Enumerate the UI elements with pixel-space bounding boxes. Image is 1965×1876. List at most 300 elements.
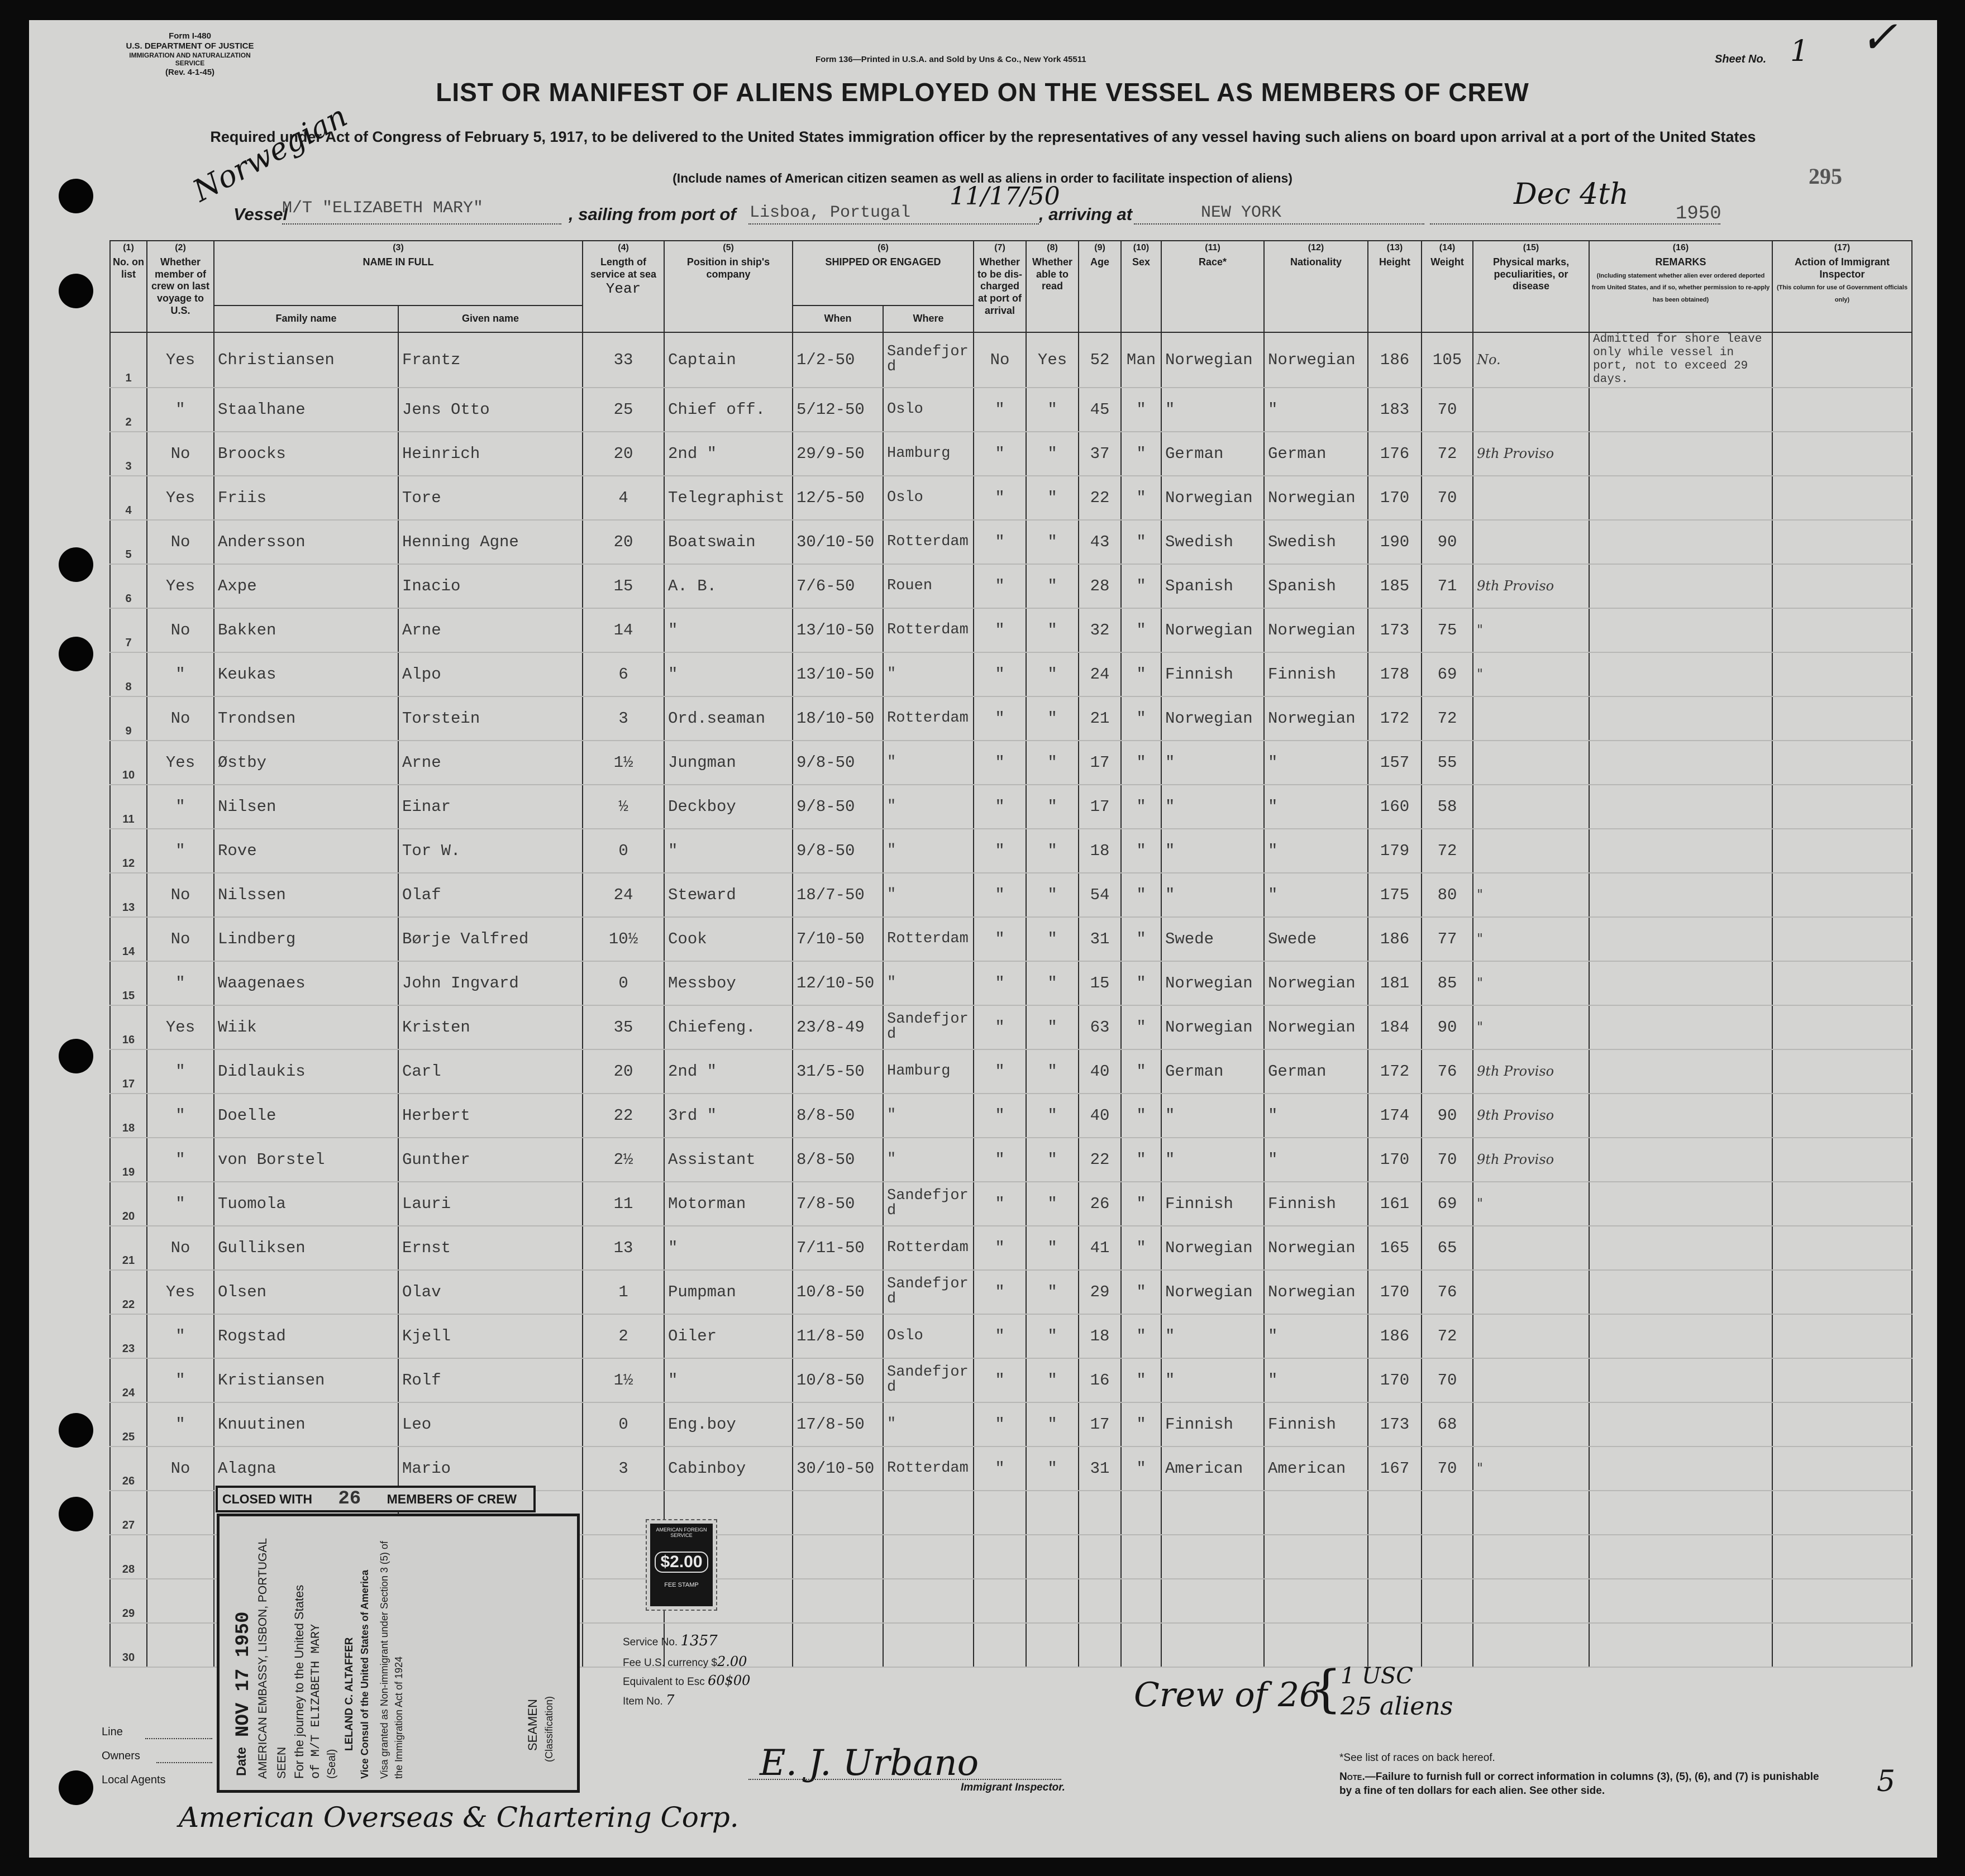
cell-no: 26 xyxy=(110,1447,147,1491)
cell-age: 18 xyxy=(1079,1314,1121,1358)
dotted-line xyxy=(145,1738,212,1739)
cell-service: 0 xyxy=(583,829,664,873)
cell-age xyxy=(1079,1623,1121,1667)
cell-action xyxy=(1772,1491,1912,1535)
cell-height: 186 xyxy=(1368,917,1422,961)
cell-no: 27 xyxy=(110,1491,147,1535)
cell-when: 12/10-50 xyxy=(793,961,883,1005)
table-row xyxy=(110,476,1912,520)
cell-action xyxy=(1772,1049,1912,1094)
cell-given: Gunther xyxy=(398,1138,583,1182)
cell-nat xyxy=(1264,1491,1368,1535)
cell-age: 28 xyxy=(1079,564,1121,608)
cell-sex: " xyxy=(1121,1402,1161,1447)
cell-last: Yes xyxy=(147,476,214,520)
cell-given: Inacio xyxy=(398,564,583,608)
cell-action xyxy=(1772,388,1912,432)
cell-remarks xyxy=(1589,1447,1772,1491)
cell-race: Norwegian xyxy=(1161,608,1264,652)
table-row xyxy=(110,917,1912,961)
cell-position: Messboy xyxy=(664,961,793,1005)
cell-age: 31 xyxy=(1079,917,1121,961)
cell-when xyxy=(793,1579,883,1623)
cell-marks xyxy=(1473,476,1589,520)
cell-remarks xyxy=(1589,741,1772,785)
cell-race: American xyxy=(1161,1447,1264,1491)
cell-nat: Spanish xyxy=(1264,564,1368,608)
cell-last: No xyxy=(147,520,214,564)
cell-weight: 90 xyxy=(1422,1094,1473,1138)
cell-position: Cabinboy xyxy=(664,1447,793,1491)
cell-given: Einar xyxy=(398,785,583,829)
cell-nat: " xyxy=(1264,1358,1368,1402)
cell-last: " xyxy=(147,785,214,829)
cell-age: 41 xyxy=(1079,1226,1121,1270)
cell-read: " xyxy=(1026,476,1079,520)
cell-read: " xyxy=(1026,1138,1079,1182)
cell-read xyxy=(1026,1623,1079,1667)
cell-given: Ernst xyxy=(398,1226,583,1270)
cell-race xyxy=(1161,1623,1264,1667)
cell-disch: " xyxy=(974,388,1026,432)
cell-remarks xyxy=(1589,1182,1772,1226)
cell-disch: " xyxy=(974,829,1026,873)
table-row xyxy=(110,1314,1912,1358)
cell-family: Nilsen xyxy=(214,785,398,829)
cell-read: " xyxy=(1026,1226,1079,1270)
cell-read: " xyxy=(1026,873,1079,917)
cell-race: Norwegian xyxy=(1161,961,1264,1005)
cell-age: 45 xyxy=(1079,388,1121,432)
cell-position: Boatswain xyxy=(664,520,793,564)
cell-where: Rouen xyxy=(883,564,974,608)
cell-height: 170 xyxy=(1368,1270,1422,1314)
cell-service: 15 xyxy=(583,564,664,608)
cell-no: 9 xyxy=(110,696,147,741)
cell-race xyxy=(1161,1535,1264,1579)
cell-no: 11 xyxy=(110,785,147,829)
printer-line: Form 136—Printed in U.S.A. and Sold by Uns & Co., New York 45511 xyxy=(815,55,1086,64)
cell-where xyxy=(883,1623,974,1667)
cell-service: 3 xyxy=(583,1447,664,1491)
cell-last xyxy=(147,1491,214,1535)
cell-when: 12/5-50 xyxy=(793,476,883,520)
cell-remarks xyxy=(1589,785,1772,829)
cell-remarks xyxy=(1589,1579,1772,1623)
punch-hole xyxy=(59,1039,93,1073)
cell-position: Cook xyxy=(664,917,793,961)
table-row xyxy=(110,785,1912,829)
cell-remarks xyxy=(1589,961,1772,1005)
cell-marks xyxy=(1473,1402,1589,1447)
brace: { xyxy=(1310,1660,1342,1719)
cell-service: 3 xyxy=(583,696,664,741)
cell-no: 15 xyxy=(110,961,147,1005)
cell-when: 1/2-50 xyxy=(793,332,883,388)
cell-when: 7/8-50 xyxy=(793,1182,883,1226)
cell-weight: 72 xyxy=(1422,1314,1473,1358)
cell-weight: 58 xyxy=(1422,785,1473,829)
col-header-position: (5) Position in ship's company xyxy=(664,241,793,332)
cell-action xyxy=(1772,1005,1912,1049)
table-row xyxy=(110,652,1912,696)
cell-weight: 90 xyxy=(1422,520,1473,564)
cell-disch: " xyxy=(974,1314,1026,1358)
cell-no: 18 xyxy=(110,1094,147,1138)
cell-no: 28 xyxy=(110,1535,147,1579)
cell-last: " xyxy=(147,961,214,1005)
cell-service: 0 xyxy=(583,961,664,1005)
cell-action xyxy=(1772,1226,1912,1270)
cell-race: " xyxy=(1161,1314,1264,1358)
footer-line-label: Line xyxy=(102,1726,123,1738)
cell-height: 186 xyxy=(1368,1314,1422,1358)
table-row xyxy=(110,873,1912,917)
cell-where: Rotterdam xyxy=(883,520,974,564)
cell-when: 17/8-50 xyxy=(793,1402,883,1447)
cell-given: Henning Agne xyxy=(398,520,583,564)
cell-last: " xyxy=(147,1402,214,1447)
cell-remarks xyxy=(1589,1270,1772,1314)
cell-marks xyxy=(1473,1579,1589,1623)
cell-service: 14 xyxy=(583,608,664,652)
cell-age: 15 xyxy=(1079,961,1121,1005)
cell-sex: " xyxy=(1121,1094,1161,1138)
members-label: MEMBERS OF CREW xyxy=(387,1492,517,1506)
port-to: NEW YORK xyxy=(1201,203,1282,222)
table-row xyxy=(110,332,1912,388)
cell-race: Norwegian xyxy=(1161,696,1264,741)
cell-weight: 77 xyxy=(1422,917,1473,961)
sailing-label: , sailing from port of xyxy=(569,204,736,224)
cell-when: 7/10-50 xyxy=(793,917,883,961)
cell-remarks xyxy=(1589,432,1772,476)
cell-weight: 65 xyxy=(1422,1226,1473,1270)
cell-action xyxy=(1772,873,1912,917)
cell-disch: " xyxy=(974,476,1026,520)
cell-no: 12 xyxy=(110,829,147,873)
cell-height: 160 xyxy=(1368,785,1422,829)
cell-no: 5 xyxy=(110,520,147,564)
cell-when: 9/8-50 xyxy=(793,741,883,785)
col-header-last-voyage: (2) Whether member of crew on last voyage to U.S. xyxy=(147,241,214,332)
cell-height: 183 xyxy=(1368,388,1422,432)
vessel-name: M/T "ELIZABETH MARY" xyxy=(282,199,484,218)
cell-sex: " xyxy=(1121,1270,1161,1314)
cell-where xyxy=(883,1491,974,1535)
cell-weight xyxy=(1422,1623,1473,1667)
cell-family: Doelle xyxy=(214,1094,398,1138)
cell-when: 31/5-50 xyxy=(793,1049,883,1094)
stamp-officer: LELAND C. ALTAFFER xyxy=(344,1637,355,1751)
cell-race: Norwegian xyxy=(1161,1270,1264,1314)
cell-where: " xyxy=(883,1094,974,1138)
cell-no: 8 xyxy=(110,652,147,696)
cell-disch: " xyxy=(974,1270,1026,1314)
cell-age: 54 xyxy=(1079,873,1121,917)
cell-when: 8/8-50 xyxy=(793,1094,883,1138)
cell-marks xyxy=(1473,1270,1589,1314)
cell-no: 13 xyxy=(110,873,147,917)
cell-where: Rotterdam xyxy=(883,1226,974,1270)
cell-read: " xyxy=(1026,1402,1079,1447)
cell-weight: 72 xyxy=(1422,432,1473,476)
stamp-seal: (Seal) xyxy=(326,1749,338,1779)
cell-given: Carl xyxy=(398,1049,583,1094)
stamp-officer-title: Vice Consul of the United States of America xyxy=(359,1569,370,1779)
cell-sex xyxy=(1121,1535,1161,1579)
cell-action xyxy=(1772,1182,1912,1226)
cell-race: " xyxy=(1161,785,1264,829)
cell-marks xyxy=(1473,1226,1589,1270)
cell-position: Eng.boy xyxy=(664,1402,793,1447)
cell-last: " xyxy=(147,1182,214,1226)
cell-remarks xyxy=(1589,1005,1772,1049)
cell-where: Sandefjord xyxy=(883,1005,974,1049)
dotted-line xyxy=(748,1779,1061,1780)
cell-age: 22 xyxy=(1079,476,1121,520)
cell-sex: " xyxy=(1121,696,1161,741)
cell-sex: " xyxy=(1121,873,1161,917)
cell-service: 24 xyxy=(583,873,664,917)
crew-total-note: Crew of 26 xyxy=(1134,1675,1321,1715)
cell-position: Jungman xyxy=(664,741,793,785)
races-note: *See list of races on back hereof. xyxy=(1339,1752,1495,1764)
cell-no: 29 xyxy=(110,1579,147,1623)
cell-when: 9/8-50 xyxy=(793,829,883,873)
cell-sex: " xyxy=(1121,388,1161,432)
cell-nat: " xyxy=(1264,829,1368,873)
cell-no: 16 xyxy=(110,1005,147,1049)
table-row xyxy=(110,608,1912,652)
stamp-visa: Visa granted as Non-immigrant under Section 3 (5) of the Immigration Act of 1924 xyxy=(379,1541,405,1779)
cell-where: " xyxy=(883,1138,974,1182)
cell-sex: " xyxy=(1121,1138,1161,1182)
stamp-embassy: AMERICAN EMBASSY, LISBON, PORTUGAL xyxy=(256,1538,269,1779)
cell-disch: " xyxy=(974,1358,1026,1402)
cell-last: " xyxy=(147,1314,214,1358)
cell-no: 3 xyxy=(110,432,147,476)
cell-race: Finnish xyxy=(1161,1182,1264,1226)
cell-age: 29 xyxy=(1079,1270,1121,1314)
cell-read: " xyxy=(1026,520,1079,564)
cell-read: " xyxy=(1026,1270,1079,1314)
cell-read: " xyxy=(1026,741,1079,785)
cell-nat: German xyxy=(1264,1049,1368,1094)
local-agent-name: American Overseas & Chartering Corp. xyxy=(179,1801,739,1834)
cell-remarks xyxy=(1589,652,1772,696)
cell-race: Finnish xyxy=(1161,652,1264,696)
cell-service: 10½ xyxy=(583,917,664,961)
cell-sex: " xyxy=(1121,564,1161,608)
cell-disch: No xyxy=(974,332,1026,388)
cell-sex: " xyxy=(1121,1005,1161,1049)
cell-weight: 76 xyxy=(1422,1270,1473,1314)
cell-nat: " xyxy=(1264,785,1368,829)
cell-weight: 71 xyxy=(1422,564,1473,608)
cell-remarks xyxy=(1589,873,1772,917)
cell-service: 11 xyxy=(583,1182,664,1226)
cell-age: 21 xyxy=(1079,696,1121,741)
cell-when xyxy=(793,1535,883,1579)
cell-height: 157 xyxy=(1368,741,1422,785)
col-header-sex: (10) Sex xyxy=(1121,241,1161,332)
cell-read: " xyxy=(1026,1358,1079,1402)
cell-sex: " xyxy=(1121,785,1161,829)
cell-race: " xyxy=(1161,388,1264,432)
cell-disch xyxy=(974,1623,1026,1667)
table-row xyxy=(110,829,1912,873)
include-note: (Include names of American citizen seamen as well as aliens in order to facilitate inspection of aliens) xyxy=(673,171,1292,185)
cell-nat: Swedish xyxy=(1264,520,1368,564)
cell-height xyxy=(1368,1579,1422,1623)
sheet-label: Sheet No. xyxy=(1715,53,1767,65)
cell-given: Frantz xyxy=(398,332,583,388)
cell-weight: 55 xyxy=(1422,741,1473,785)
cell-last: " xyxy=(147,1358,214,1402)
cell-nat: Finnish xyxy=(1264,1402,1368,1447)
cell-disch: " xyxy=(974,1094,1026,1138)
cell-when xyxy=(793,1491,883,1535)
crew-rows xyxy=(110,332,1912,1667)
cell-position: " xyxy=(664,1226,793,1270)
cell-given: Olav xyxy=(398,1270,583,1314)
cell-marks: " xyxy=(1473,873,1589,917)
col-header-where: Where xyxy=(883,305,974,332)
cell-marks: 9th Proviso xyxy=(1473,1138,1589,1182)
cell-read: " xyxy=(1026,1182,1079,1226)
fee-stamp-amount: $2.00 xyxy=(655,1552,708,1573)
cell-position: A. B. xyxy=(664,564,793,608)
cell-read: " xyxy=(1026,608,1079,652)
cell-last: Yes xyxy=(147,1005,214,1049)
cell-action xyxy=(1772,1623,1912,1667)
cell-height: 190 xyxy=(1368,520,1422,564)
cell-where: Sandefjord xyxy=(883,1358,974,1402)
cell-sex xyxy=(1121,1579,1161,1623)
subtitle: Required under Act of Congress of February 5, 1917, to be delivered to the United States immigration officer by the representatives of any vessel having such aliens on board upon arrival at a port of the United States xyxy=(210,128,1756,145)
cell-action xyxy=(1772,1402,1912,1447)
col-header-read: (8) Whether able to read xyxy=(1026,241,1079,332)
cell-position: Ord.seaman xyxy=(664,696,793,741)
cell-sex: " xyxy=(1121,1447,1161,1491)
cell-remarks xyxy=(1589,1402,1772,1447)
sail-date: 11/17/50 xyxy=(950,182,1060,211)
cell-action xyxy=(1772,476,1912,520)
cell-no: 4 xyxy=(110,476,147,520)
cell-nat: Norwegian xyxy=(1264,696,1368,741)
cell-position: Motorman xyxy=(664,1182,793,1226)
cell-action xyxy=(1772,741,1912,785)
cell-height: 181 xyxy=(1368,961,1422,1005)
cell-weight: 85 xyxy=(1422,961,1473,1005)
cell-where xyxy=(883,1535,974,1579)
cell-position: Telegraphist xyxy=(664,476,793,520)
crew-usc: 1 USC xyxy=(1341,1663,1413,1689)
cell-family: Nilssen xyxy=(214,873,398,917)
fee-stamp xyxy=(647,1520,716,1610)
cell-age: 17 xyxy=(1079,741,1121,785)
cell-read: " xyxy=(1026,696,1079,741)
cell-remarks xyxy=(1589,1226,1772,1270)
cell-race: Swede xyxy=(1161,917,1264,961)
cell-where: " xyxy=(883,652,974,696)
cell-race: " xyxy=(1161,829,1264,873)
cell-race: Swedish xyxy=(1161,520,1264,564)
cell-remarks xyxy=(1589,696,1772,741)
col-header-action: (17) Action of Immigrant Inspector (This column for use of Government officials only) xyxy=(1772,241,1912,332)
cell-family: Kristiansen xyxy=(214,1358,398,1402)
cell-disch: " xyxy=(974,432,1026,476)
cell-weight: 75 xyxy=(1422,608,1473,652)
cell-no: 20 xyxy=(110,1182,147,1226)
cell-when: 8/8-50 xyxy=(793,1138,883,1182)
cell-race: Norwegian xyxy=(1161,476,1264,520)
cell-remarks: Admitted for shore leave only while vessel in port, not to exceed 29 days. xyxy=(1589,332,1772,388)
cell-weight: 68 xyxy=(1422,1402,1473,1447)
cell-read xyxy=(1026,1535,1079,1579)
cell-last: Yes xyxy=(147,332,214,388)
cell-where xyxy=(883,1579,974,1623)
cell-family: Keukas xyxy=(214,652,398,696)
cell-weight: 80 xyxy=(1422,873,1473,917)
cell-marks xyxy=(1473,1358,1589,1402)
punch-hole xyxy=(59,637,93,671)
cell-no: 10 xyxy=(110,741,147,785)
cell-last xyxy=(147,1535,214,1579)
cell-weight: 105 xyxy=(1422,332,1473,388)
arriving-label: , arriving at xyxy=(1039,204,1133,224)
cell-position: 2nd " xyxy=(664,1049,793,1094)
cell-sex: " xyxy=(1121,652,1161,696)
cell-no: 30 xyxy=(110,1623,147,1667)
cell-family: Alagna xyxy=(214,1447,398,1491)
cell-nat: " xyxy=(1264,741,1368,785)
cell-no: 21 xyxy=(110,1226,147,1270)
cell-remarks xyxy=(1589,829,1772,873)
cell-action xyxy=(1772,1270,1912,1314)
cell-position: Assistant xyxy=(664,1138,793,1182)
table-row xyxy=(110,1358,1912,1402)
cell-disch: " xyxy=(974,785,1026,829)
cell-height: 173 xyxy=(1368,608,1422,652)
footer-owners-label: Owners xyxy=(102,1750,140,1762)
cell-sex: " xyxy=(1121,829,1161,873)
cell-last: " xyxy=(147,1049,214,1094)
inspector-signature: E. J. Urbano xyxy=(760,1743,979,1784)
cell-given: Arne xyxy=(398,608,583,652)
cell-when: 9/8-50 xyxy=(793,785,883,829)
cell-last: " xyxy=(147,1138,214,1182)
cell-height: 161 xyxy=(1368,1182,1422,1226)
cell-read: " xyxy=(1026,652,1079,696)
cell-sex: " xyxy=(1121,608,1161,652)
cell-sex: " xyxy=(1121,741,1161,785)
cell-nat: German xyxy=(1264,432,1368,476)
cell-age: 31 xyxy=(1079,1447,1121,1491)
cell-action xyxy=(1772,785,1912,829)
cell-service: ½ xyxy=(583,785,664,829)
column-header-row xyxy=(110,241,1912,305)
cell-sex: " xyxy=(1121,1182,1161,1226)
fee-details xyxy=(623,1631,750,1710)
cell-nat: Norwegian xyxy=(1264,608,1368,652)
cell-height xyxy=(1368,1535,1422,1579)
cell-age: 43 xyxy=(1079,520,1121,564)
cell-no: 14 xyxy=(110,917,147,961)
cell-sex: " xyxy=(1121,476,1161,520)
cell-position: " xyxy=(664,829,793,873)
